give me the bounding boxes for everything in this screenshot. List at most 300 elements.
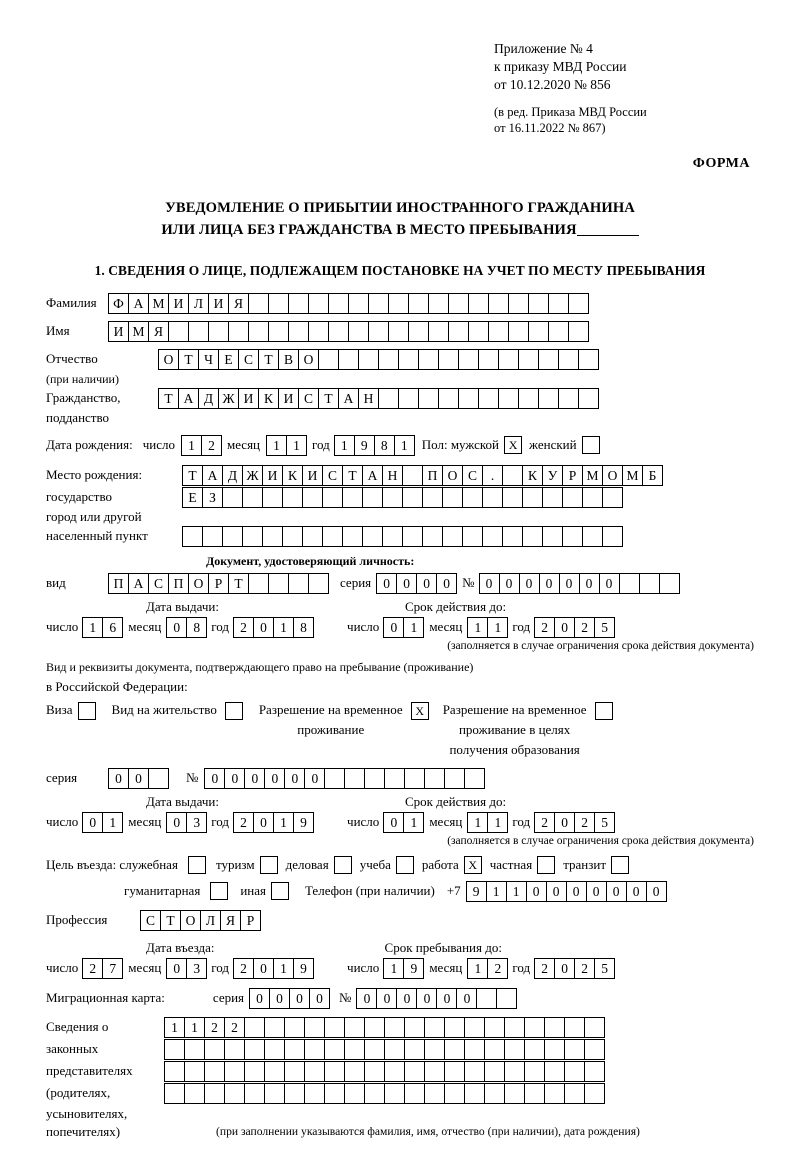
birth-state-boxes-cell[interactable] xyxy=(402,465,423,486)
doc-valid-month-boxes-cell[interactable]: 1 xyxy=(487,617,508,638)
legal-rep-boxes-2-cell[interactable] xyxy=(484,1039,505,1060)
patronymic-boxes-cell[interactable]: Ч xyxy=(198,349,219,370)
stay-valid-month-boxes-cell[interactable]: 1 xyxy=(467,812,488,833)
stay-series-boxes[interactable] xyxy=(108,768,168,789)
patronymic-boxes-cell[interactable]: Т xyxy=(258,349,279,370)
stay-number-extra-boxes-cell[interactable] xyxy=(384,768,405,789)
entry-year-boxes[interactable] xyxy=(233,958,313,979)
stay-end-year-boxes-cell[interactable]: 2 xyxy=(534,958,555,979)
doc-number-boxes[interactable] xyxy=(479,573,679,594)
patronymic-boxes-cell[interactable] xyxy=(578,349,599,370)
purpose-business-checkbox[interactable] xyxy=(334,856,352,874)
mig-number-boxes-cell[interactable] xyxy=(476,988,497,1009)
mig-series-boxes-cell[interactable]: 0 xyxy=(309,988,330,1009)
legal-rep-boxes-2-cell[interactable] xyxy=(424,1039,445,1060)
doc-series-boxes-cell[interactable]: 0 xyxy=(436,573,457,594)
visa-checkbox[interactable] xyxy=(78,702,96,720)
birth-state-boxes-cell[interactable]: Д xyxy=(222,465,243,486)
purpose-official-checkbox[interactable] xyxy=(188,856,206,874)
legal-rep-boxes-2-cell[interactable] xyxy=(524,1039,545,1060)
legal-rep-boxes-3-cell[interactable] xyxy=(224,1061,245,1082)
legal-rep-boxes-1-cell[interactable]: 1 xyxy=(184,1017,205,1038)
stay-issue-year-boxes-cell[interactable]: 2 xyxy=(233,812,254,833)
birth-city-boxes-2-cell[interactable] xyxy=(442,526,463,547)
legal-rep-boxes-1-cell[interactable] xyxy=(544,1017,565,1038)
legal-rep-boxes-4-cell[interactable] xyxy=(584,1083,605,1104)
profession-boxes-cell[interactable]: Я xyxy=(220,910,241,931)
doc-issue-day-boxes-cell[interactable]: 6 xyxy=(102,617,123,638)
birth-city-boxes-2-cell[interactable] xyxy=(302,526,323,547)
stay-valid-year-boxes-cell[interactable]: 2 xyxy=(534,812,555,833)
legal-rep-boxes-4-cell[interactable] xyxy=(344,1083,365,1104)
birth-state-boxes-cell[interactable]: О xyxy=(602,465,623,486)
name-boxes[interactable] xyxy=(108,321,588,342)
birth-state-boxes-cell[interactable]: А xyxy=(202,465,223,486)
phone-boxes-cell[interactable]: 0 xyxy=(566,881,587,902)
name-boxes-cell[interactable] xyxy=(368,321,389,342)
legal-rep-boxes-2-cell[interactable] xyxy=(184,1039,205,1060)
stay-number-extra-boxes[interactable] xyxy=(384,768,484,789)
doc-kind-boxes-cell[interactable] xyxy=(268,573,289,594)
legal-rep-boxes-2-cell[interactable] xyxy=(584,1039,605,1060)
legal-rep-boxes-3-cell[interactable] xyxy=(184,1061,205,1082)
birth-state-boxes-cell[interactable]: И xyxy=(302,465,323,486)
birth-day-boxes-cell[interactable]: 1 xyxy=(181,435,202,456)
legal-rep-boxes-3-cell[interactable] xyxy=(564,1061,585,1082)
legal-rep-boxes-4-cell[interactable] xyxy=(364,1083,385,1104)
doc-kind-boxes-cell[interactable] xyxy=(248,573,269,594)
name-boxes-cell[interactable]: И xyxy=(108,321,129,342)
profession-boxes-cell[interactable]: С xyxy=(140,910,161,931)
legal-rep-boxes-4-cell[interactable] xyxy=(424,1083,445,1104)
patronymic-boxes-cell[interactable] xyxy=(338,349,359,370)
stay-end-month-boxes-cell[interactable]: 2 xyxy=(487,958,508,979)
patronymic-boxes-cell[interactable]: О xyxy=(158,349,179,370)
birth-state-boxes-cell[interactable]: К xyxy=(282,465,303,486)
doc-number-boxes-cell[interactable]: 0 xyxy=(559,573,580,594)
legal-rep-boxes-3-cell[interactable] xyxy=(164,1061,185,1082)
phone-boxes-cell[interactable]: 1 xyxy=(506,881,527,902)
mig-series-boxes-cell[interactable]: 0 xyxy=(249,988,270,1009)
surname-boxes-cell[interactable] xyxy=(348,293,369,314)
birth-city-boxes-2-cell[interactable] xyxy=(182,526,203,547)
legal-rep-boxes-3-cell[interactable] xyxy=(304,1061,325,1082)
surname-boxes-cell[interactable]: М xyxy=(148,293,169,314)
phone-boxes-cell[interactable]: 0 xyxy=(626,881,647,902)
phone-boxes-cell[interactable]: 9 xyxy=(466,881,487,902)
birth-city-boxes-2-cell[interactable] xyxy=(222,526,243,547)
birth-day-boxes[interactable] xyxy=(181,435,221,456)
doc-number-boxes-cell[interactable]: 0 xyxy=(599,573,620,594)
surname-boxes-cell[interactable]: А xyxy=(128,293,149,314)
surname-boxes-cell[interactable] xyxy=(288,293,309,314)
purpose-humanitarian-checkbox[interactable] xyxy=(210,882,228,900)
surname-boxes-cell[interactable] xyxy=(488,293,509,314)
doc-series-boxes[interactable] xyxy=(376,573,456,594)
doc-kind-boxes-cell[interactable]: С xyxy=(148,573,169,594)
entry-month-boxes[interactable] xyxy=(166,958,206,979)
legal-rep-boxes-1-cell[interactable]: 2 xyxy=(204,1017,225,1038)
stay-issue-day-boxes-cell[interactable]: 1 xyxy=(102,812,123,833)
name-boxes-cell[interactable] xyxy=(288,321,309,342)
birth-state-boxes-cell[interactable]: . xyxy=(482,465,503,486)
doc-issue-day-boxes-cell[interactable]: 1 xyxy=(82,617,103,638)
legal-rep-boxes-3-cell[interactable] xyxy=(384,1061,405,1082)
legal-rep-boxes-1[interactable] xyxy=(164,1017,604,1038)
legal-rep-boxes-4-cell[interactable] xyxy=(264,1083,285,1104)
stay-number-boxes-cell[interactable] xyxy=(324,768,345,789)
stay-number-boxes-cell[interactable] xyxy=(344,768,365,789)
stay-valid-month-boxes[interactable] xyxy=(467,812,507,833)
legal-rep-boxes-1-cell[interactable] xyxy=(444,1017,465,1038)
edu-res-checkbox[interactable] xyxy=(595,702,613,720)
birth-city-boxes-1-cell[interactable] xyxy=(382,487,403,508)
doc-issue-day-boxes[interactable] xyxy=(82,617,122,638)
purpose-transit-checkbox[interactable] xyxy=(611,856,629,874)
legal-rep-boxes-4-cell[interactable] xyxy=(464,1083,485,1104)
mig-number-boxes-cell[interactable]: 0 xyxy=(396,988,417,1009)
doc-issue-year-boxes[interactable] xyxy=(233,617,313,638)
stay-number-boxes-cell[interactable]: 0 xyxy=(304,768,325,789)
mig-number-boxes-cell[interactable] xyxy=(496,988,517,1009)
legal-rep-boxes-2-cell[interactable] xyxy=(284,1039,305,1060)
citizenship-boxes-cell[interactable]: К xyxy=(258,388,279,409)
patronymic-boxes-cell[interactable] xyxy=(378,349,399,370)
legal-rep-boxes-4[interactable] xyxy=(164,1083,604,1104)
citizenship-boxes-cell[interactable] xyxy=(538,388,559,409)
legal-rep-boxes-2-cell[interactable] xyxy=(444,1039,465,1060)
doc-issue-year-boxes-cell[interactable]: 8 xyxy=(293,617,314,638)
patronymic-boxes-cell[interactable]: О xyxy=(298,349,319,370)
birth-city-boxes-1-cell[interactable] xyxy=(482,487,503,508)
birth-state-boxes-cell[interactable]: Н xyxy=(382,465,403,486)
name-boxes-cell[interactable] xyxy=(548,321,569,342)
citizenship-boxes[interactable] xyxy=(158,388,598,409)
citizenship-boxes-cell[interactable] xyxy=(478,388,499,409)
legal-rep-boxes-4-cell[interactable] xyxy=(204,1083,225,1104)
legal-rep-boxes-2-cell[interactable] xyxy=(244,1039,265,1060)
birth-state-boxes-cell[interactable]: И xyxy=(262,465,283,486)
entry-year-boxes-cell[interactable]: 9 xyxy=(293,958,314,979)
birth-state-boxes-cell[interactable]: М xyxy=(622,465,643,486)
birth-city-boxes-2-cell[interactable] xyxy=(282,526,303,547)
birth-state-boxes-cell[interactable]: Т xyxy=(342,465,363,486)
surname-boxes-cell[interactable]: Ф xyxy=(108,293,129,314)
birth-city-boxes-1-cell[interactable] xyxy=(322,487,343,508)
doc-kind-boxes-cell[interactable]: П xyxy=(168,573,189,594)
legal-rep-boxes-3-cell[interactable] xyxy=(524,1061,545,1082)
surname-boxes-cell[interactable]: И xyxy=(168,293,189,314)
stay-valid-year-boxes-cell[interactable]: 0 xyxy=(554,812,575,833)
stay-number-boxes[interactable] xyxy=(204,768,384,789)
birth-year-boxes-cell[interactable]: 9 xyxy=(354,435,375,456)
surname-boxes-cell[interactable]: Л xyxy=(188,293,209,314)
surname-boxes-cell[interactable] xyxy=(368,293,389,314)
birth-city-boxes-2-cell[interactable] xyxy=(262,526,283,547)
legal-rep-boxes-1-cell[interactable] xyxy=(284,1017,305,1038)
legal-rep-boxes-4-cell[interactable] xyxy=(544,1083,565,1104)
name-boxes-cell[interactable] xyxy=(448,321,469,342)
profession-boxes-cell[interactable]: Р xyxy=(240,910,261,931)
stay-end-day-boxes-cell[interactable]: 9 xyxy=(403,958,424,979)
stay-number-extra-boxes-cell[interactable] xyxy=(424,768,445,789)
legal-rep-boxes-3-cell[interactable] xyxy=(444,1061,465,1082)
name-boxes-cell[interactable] xyxy=(168,321,189,342)
stay-issue-month-boxes-cell[interactable]: 0 xyxy=(166,812,187,833)
birth-state-boxes-cell[interactable]: Ж xyxy=(242,465,263,486)
stay-end-year-boxes-cell[interactable]: 2 xyxy=(574,958,595,979)
profession-boxes-cell[interactable]: Т xyxy=(160,910,181,931)
birth-city-boxes-1-cell[interactable] xyxy=(362,487,383,508)
stay-issue-year-boxes-cell[interactable]: 1 xyxy=(273,812,294,833)
patronymic-boxes[interactable] xyxy=(158,349,598,370)
birth-city-boxes-2-cell[interactable] xyxy=(462,526,483,547)
stay-end-month-boxes-cell[interactable]: 1 xyxy=(467,958,488,979)
doc-series-boxes-cell[interactable]: 0 xyxy=(396,573,417,594)
purpose-other-checkbox[interactable] xyxy=(271,882,289,900)
stay-series-boxes-cell[interactable] xyxy=(148,768,169,789)
legal-rep-boxes-2-cell[interactable] xyxy=(464,1039,485,1060)
name-boxes-cell[interactable] xyxy=(228,321,249,342)
legal-rep-boxes-3-cell[interactable] xyxy=(364,1061,385,1082)
stay-valid-month-boxes-cell[interactable]: 1 xyxy=(487,812,508,833)
legal-rep-boxes-3[interactable] xyxy=(164,1061,604,1082)
birth-city-boxes-2-cell[interactable] xyxy=(542,526,563,547)
citizenship-boxes-cell[interactable]: Ж xyxy=(218,388,239,409)
stay-valid-year-boxes-cell[interactable]: 5 xyxy=(594,812,615,833)
surname-boxes-cell[interactable] xyxy=(508,293,529,314)
legal-rep-boxes-1-cell[interactable] xyxy=(304,1017,325,1038)
mig-series-boxes[interactable] xyxy=(249,988,329,1009)
legal-rep-boxes-4-cell[interactable] xyxy=(484,1083,505,1104)
doc-number-boxes-cell[interactable]: 0 xyxy=(579,573,600,594)
birth-city-boxes-2-cell[interactable] xyxy=(202,526,223,547)
surname-boxes-cell[interactable] xyxy=(308,293,329,314)
stay-number-boxes-cell[interactable]: 0 xyxy=(204,768,225,789)
mig-number-boxes-cell[interactable]: 0 xyxy=(436,988,457,1009)
birth-state-boxes-cell[interactable]: Б xyxy=(642,465,663,486)
patronymic-boxes-cell[interactable] xyxy=(398,349,419,370)
doc-number-boxes-cell[interactable]: 0 xyxy=(539,573,560,594)
name-boxes-cell[interactable]: Я xyxy=(148,321,169,342)
doc-kind-boxes-cell[interactable]: Р xyxy=(208,573,229,594)
birth-city-boxes-2-cell[interactable] xyxy=(582,526,603,547)
name-boxes-cell[interactable] xyxy=(528,321,549,342)
phone-boxes-cell[interactable]: 0 xyxy=(646,881,667,902)
patronymic-boxes-cell[interactable] xyxy=(478,349,499,370)
doc-number-boxes-cell[interactable] xyxy=(619,573,640,594)
phone-boxes-cell[interactable]: 0 xyxy=(586,881,607,902)
entry-day-boxes-cell[interactable]: 2 xyxy=(82,958,103,979)
doc-series-boxes-cell[interactable]: 0 xyxy=(376,573,397,594)
birth-city-boxes-1-cell[interactable] xyxy=(542,487,563,508)
birth-state-boxes-cell[interactable]: К xyxy=(522,465,543,486)
patronymic-boxes-cell[interactable] xyxy=(358,349,379,370)
legal-rep-boxes-4-cell[interactable] xyxy=(244,1083,265,1104)
legal-rep-boxes-3-cell[interactable] xyxy=(204,1061,225,1082)
legal-rep-boxes-3-cell[interactable] xyxy=(584,1061,605,1082)
doc-valid-year-boxes-cell[interactable]: 2 xyxy=(534,617,555,638)
legal-rep-boxes-3-cell[interactable] xyxy=(284,1061,305,1082)
doc-valid-year-boxes[interactable] xyxy=(534,617,614,638)
stay-issue-month-boxes[interactable] xyxy=(166,812,206,833)
legal-rep-boxes-2-cell[interactable] xyxy=(324,1039,345,1060)
legal-rep-boxes-3-cell[interactable] xyxy=(504,1061,525,1082)
doc-kind-boxes-cell[interactable]: Т xyxy=(228,573,249,594)
stay-issue-day-boxes[interactable] xyxy=(82,812,122,833)
birth-city-boxes-1-cell[interactable] xyxy=(502,487,523,508)
name-boxes-cell[interactable] xyxy=(208,321,229,342)
legal-rep-boxes-1-cell[interactable] xyxy=(244,1017,265,1038)
patronymic-boxes-cell[interactable] xyxy=(318,349,339,370)
surname-boxes-cell[interactable] xyxy=(448,293,469,314)
birth-state-boxes-cell[interactable]: С xyxy=(462,465,483,486)
profession-boxes-cell[interactable]: О xyxy=(180,910,201,931)
birth-city-boxes-1-cell[interactable] xyxy=(242,487,263,508)
legal-rep-boxes-4-cell[interactable] xyxy=(564,1083,585,1104)
surname-boxes-cell[interactable] xyxy=(328,293,349,314)
stay-number-boxes-cell[interactable]: 0 xyxy=(244,768,265,789)
name-boxes-cell[interactable] xyxy=(568,321,589,342)
legal-rep-boxes-4-cell[interactable] xyxy=(304,1083,325,1104)
stay-issue-day-boxes-cell[interactable]: 0 xyxy=(82,812,103,833)
stay-valid-day-boxes-cell[interactable]: 1 xyxy=(403,812,424,833)
name-boxes-cell[interactable] xyxy=(468,321,489,342)
citizenship-boxes-cell[interactable]: Д xyxy=(198,388,219,409)
phone-boxes-cell[interactable]: 0 xyxy=(546,881,567,902)
legal-rep-boxes-3-cell[interactable] xyxy=(324,1061,345,1082)
birth-state-boxes-cell[interactable]: С xyxy=(322,465,343,486)
doc-kind-boxes[interactable] xyxy=(108,573,328,594)
birth-month-boxes-cell[interactable]: 1 xyxy=(266,435,287,456)
legal-rep-boxes-4-cell[interactable] xyxy=(224,1083,245,1104)
citizenship-boxes-cell[interactable] xyxy=(458,388,479,409)
citizenship-boxes-cell[interactable] xyxy=(578,388,599,409)
stay-issue-month-boxes-cell[interactable]: 3 xyxy=(186,812,207,833)
birth-city-boxes-1-cell[interactable] xyxy=(222,487,243,508)
citizenship-boxes-cell[interactable] xyxy=(378,388,399,409)
name-boxes-cell[interactable] xyxy=(388,321,409,342)
birth-city-boxes-2-cell[interactable] xyxy=(502,526,523,547)
citizenship-boxes-cell[interactable] xyxy=(418,388,439,409)
legal-rep-boxes-3-cell[interactable] xyxy=(464,1061,485,1082)
patronymic-boxes-cell[interactable] xyxy=(438,349,459,370)
citizenship-boxes-cell[interactable] xyxy=(438,388,459,409)
surname-boxes-cell[interactable] xyxy=(248,293,269,314)
sex-male-checkbox[interactable]: X xyxy=(504,436,522,454)
patronymic-boxes-cell[interactable]: В xyxy=(278,349,299,370)
stay-valid-year-boxes-cell[interactable]: 2 xyxy=(574,812,595,833)
purpose-private-checkbox[interactable] xyxy=(537,856,555,874)
doc-valid-day-boxes-cell[interactable]: 0 xyxy=(383,617,404,638)
legal-rep-boxes-1-cell[interactable] xyxy=(324,1017,345,1038)
name-boxes-cell[interactable]: М xyxy=(128,321,149,342)
doc-issue-year-boxes-cell[interactable]: 1 xyxy=(273,617,294,638)
name-boxes-cell[interactable] xyxy=(428,321,449,342)
birth-city-boxes-2-cell[interactable] xyxy=(522,526,543,547)
mig-number-boxes[interactable] xyxy=(356,988,516,1009)
birth-state-boxes-cell[interactable]: П xyxy=(422,465,443,486)
doc-issue-year-boxes-cell[interactable]: 2 xyxy=(233,617,254,638)
citizenship-boxes-cell[interactable]: А xyxy=(338,388,359,409)
citizenship-boxes-cell[interactable] xyxy=(558,388,579,409)
surname-boxes-cell[interactable] xyxy=(408,293,429,314)
stay-end-month-boxes[interactable] xyxy=(467,958,507,979)
stay-number-extra-boxes-cell[interactable] xyxy=(404,768,425,789)
doc-valid-month-boxes-cell[interactable]: 1 xyxy=(467,617,488,638)
patronymic-boxes-cell[interactable] xyxy=(538,349,559,370)
doc-kind-boxes-cell[interactable]: П xyxy=(108,573,129,594)
doc-number-boxes-cell[interactable] xyxy=(639,573,660,594)
stay-end-year-boxes-cell[interactable]: 0 xyxy=(554,958,575,979)
profession-boxes-cell[interactable]: Л xyxy=(200,910,221,931)
legal-rep-boxes-2-cell[interactable] xyxy=(544,1039,565,1060)
legal-rep-boxes-2-cell[interactable] xyxy=(404,1039,425,1060)
legal-rep-boxes-1-cell[interactable] xyxy=(424,1017,445,1038)
entry-year-boxes-cell[interactable]: 1 xyxy=(273,958,294,979)
name-boxes-cell[interactable] xyxy=(328,321,349,342)
surname-boxes-cell[interactable] xyxy=(548,293,569,314)
legal-rep-boxes-1-cell[interactable] xyxy=(404,1017,425,1038)
birth-city-boxes-2-cell[interactable] xyxy=(362,526,383,547)
patronymic-boxes-cell[interactable]: С xyxy=(238,349,259,370)
legal-rep-boxes-4-cell[interactable] xyxy=(184,1083,205,1104)
stay-valid-day-boxes[interactable] xyxy=(383,812,423,833)
birth-city-boxes-1-cell[interactable] xyxy=(522,487,543,508)
stay-number-boxes-cell[interactable]: 0 xyxy=(284,768,305,789)
legal-rep-boxes-1-cell[interactable]: 2 xyxy=(224,1017,245,1038)
birth-city-boxes-1-cell[interactable] xyxy=(582,487,603,508)
legal-rep-boxes-4-cell[interactable] xyxy=(384,1083,405,1104)
sex-female-checkbox[interactable] xyxy=(582,436,600,454)
residence-checkbox[interactable] xyxy=(225,702,243,720)
stay-number-boxes-cell[interactable] xyxy=(364,768,385,789)
stay-series-boxes-cell[interactable]: 0 xyxy=(108,768,129,789)
birth-month-boxes[interactable] xyxy=(266,435,306,456)
citizenship-boxes-cell[interactable]: Н xyxy=(358,388,379,409)
legal-rep-boxes-2-cell[interactable] xyxy=(384,1039,405,1060)
legal-rep-boxes-2[interactable] xyxy=(164,1039,604,1060)
entry-year-boxes-cell[interactable]: 2 xyxy=(233,958,254,979)
stay-end-year-boxes-cell[interactable]: 5 xyxy=(594,958,615,979)
birth-city-boxes-1-cell[interactable] xyxy=(462,487,483,508)
birth-city-boxes-1-cell[interactable] xyxy=(422,487,443,508)
name-boxes-cell[interactable] xyxy=(188,321,209,342)
birth-month-boxes-cell[interactable]: 1 xyxy=(286,435,307,456)
phone-boxes-cell[interactable]: 0 xyxy=(606,881,627,902)
legal-rep-boxes-4-cell[interactable] xyxy=(284,1083,305,1104)
stay-number-boxes-cell[interactable]: 0 xyxy=(224,768,245,789)
name-boxes-cell[interactable] xyxy=(248,321,269,342)
surname-boxes-cell[interactable]: Я xyxy=(228,293,249,314)
doc-number-boxes-cell[interactable] xyxy=(659,573,680,594)
birth-city-boxes-1-cell[interactable] xyxy=(342,487,363,508)
surname-boxes-cell[interactable]: И xyxy=(208,293,229,314)
legal-rep-boxes-1-cell[interactable] xyxy=(344,1017,365,1038)
entry-month-boxes-cell[interactable]: 3 xyxy=(186,958,207,979)
legal-rep-boxes-2-cell[interactable] xyxy=(304,1039,325,1060)
legal-rep-boxes-1-cell[interactable] xyxy=(524,1017,545,1038)
patronymic-boxes-cell[interactable] xyxy=(518,349,539,370)
birth-day-boxes-cell[interactable]: 2 xyxy=(201,435,222,456)
citizenship-boxes-cell[interactable] xyxy=(518,388,539,409)
citizenship-boxes-cell[interactable]: Т xyxy=(158,388,179,409)
name-boxes-cell[interactable] xyxy=(488,321,509,342)
birth-year-boxes[interactable] xyxy=(334,435,414,456)
doc-kind-boxes-cell[interactable]: О xyxy=(188,573,209,594)
surname-boxes-cell[interactable] xyxy=(528,293,549,314)
mig-number-boxes-cell[interactable]: 0 xyxy=(376,988,397,1009)
